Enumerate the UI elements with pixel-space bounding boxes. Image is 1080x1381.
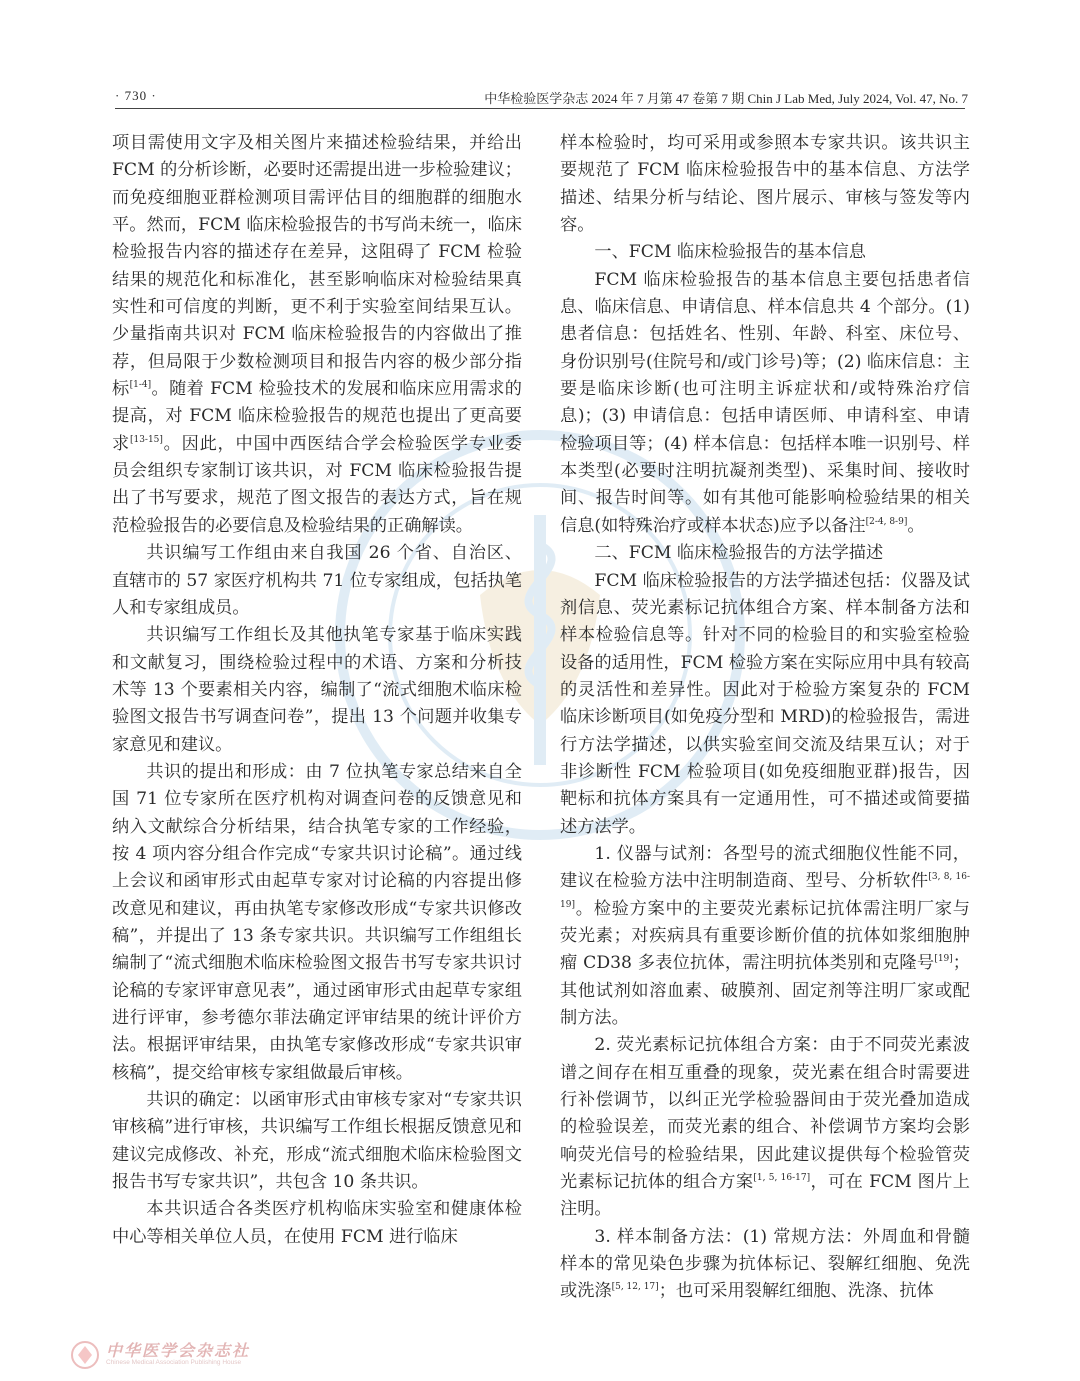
body-paragraph [112,622,522,759]
body-paragraph [560,1032,970,1223]
right-column [560,130,970,1306]
citation-reference: [5, 12, 17] [611,1282,659,1293]
paragraph-text: ，可在 FCM 图片上注明。 [560,1172,970,1220]
citation-reference: [3, 8, 16-19] [560,872,970,910]
citation-reference: [2-4, 8-9] [865,516,908,527]
publisher-logo [70,1338,330,1374]
body-paragraph [560,568,970,841]
citation-reference: [1, 5, 16-17] [753,1173,811,1184]
citation-reference: [19] [934,954,953,965]
paragraph-text: 共识编写工作组长及其他执笔专家基于临床实践和文献复习，围绕检验过程中的术语、方案和分析技术等 13 个要素相关内容，编制了“流式细胞术临床检验图文报告书写调查问卷”，提出 13 个问题并收集专家意见和建议。 [112,625,522,755]
section-heading [560,540,970,567]
paragraph-text: 一、FCM 临床检验报告的基本信息 [594,242,866,263]
paragraph-text: 共识编写工作组由来自我国 26 个省、自治区、直辖市的 57 家医疗机构共 71 位专家组成，包括执笔人和专家组成员。 [112,543,522,618]
left-column [112,130,522,1251]
paragraph-text: 1. 仪器与试剂：各型号的流式细胞仪性能不同，建议在检验方法中注明制造商、型号、分析软件 [560,843,970,892]
body-paragraph [112,130,522,540]
body-paragraph [560,267,970,540]
paragraph-text: ；也可采用裂解红细胞、洗涤、抗体 [658,1281,934,1302]
body-paragraph [112,759,522,1087]
section-heading [560,239,970,266]
paragraph-text: 共识的提出和形成：由 7 位执笔专家总结来自全国 71 位专家所在医疗机构对调查问卷的反馈意见和纳入文献综合分析结果，结合执笔专家的工作经验，按 4 项内容分组合作完成“专家共识讨论稿”。通过线上会议和函审形式由起草专家对讨论稿的内容提出修改意见和建议，再由执笔专家修改形成“专家共识修改稿”，并提出了 13 条专家共识。共识编写工作组组长编制了“流式细胞术临床检验图文报告书写专家共识讨论稿的专家评审意见表”，通过函审形式由起草专家组进行评审，参考德尔菲法确定评审结果的统计评价方法。根据评审结果，由执笔专家修改形成“专家共识审核稿”，提交给审核专家组做最后审核。 [112,761,522,1083]
publisher-name: 中华医学会杂志社 [106,1341,251,1360]
header-rule [115,108,965,109]
paragraph-text: 二、FCM 临床检验报告的方法学描述 [594,543,884,564]
paragraph-text: FCM 临床检验报告的方法学描述包括：仪器及试剂信息、荧光素标记抗体组合方案、样本制备方法和样本检验信息等。针对不同的检验目的和实验室检验设备的适用性，FCM 检验方案在实际应用中具有较高的灵活性和差异性。因此对于检验方案复杂的 FCM 临床诊断项目(如免疫分型和 MRD)的检验报告，需进行方法学描述，以供实验室间交流及结果互认；对于非诊断性 FCM 检验项目(如免疫细胞亚群)报告，因靶标和抗体方案具有一定通用性，可不描述或简要描述方法学。 [560,570,970,837]
paragraph-text: 。因此，中国中西医结合学会检验医学专业委员会组织专家制订该共识，对 FCM 临床检验报告提出了书写要求，规范了图文报告的表达方式，旨在规范检验报告的必要信息及检验结果的正确解读。 [112,433,522,536]
paragraph-text: 2. 荧光素标记抗体组合方案：由于不同荧光素波谱之间存在相互重叠的现象，荧光素在组合时需要进行补偿调节，以纠正光学检验器间由于荧光叠加造成的检验误差，而荧光素的组合、补偿调节方案均会影响荧光信号的检验结果，因此建议提供每个检验管荧光素标记抗体的组合方案 [560,1035,970,1193]
citation-reference: [1-4] [129,380,152,391]
paragraph-text: 本共识适合各类医疗机构临床实验室和健康体检中心等相关单位人员，在使用 FCM 进行临床 [112,1199,522,1247]
citation-reference: [13-15] [129,434,163,445]
body-paragraph [112,540,522,622]
paragraph-text: FCM 临床检验报告的基本信息主要包括患者信息、临床信息、申请信息、样本信息共 4 个部分。(1) 患者信息：包括姓名、性别、年龄、科室、床位号、身份识别号(住院号和/或门诊号)等；(2) 临床信息：主要是临床诊断(也可注明主诉症状和/或特殊治疗信息)；(3) 申请信息：包括申请医师、申请科室、申请检验项目等；(4) 样本信息：包括样本唯一识别号、样本类型(必要时注明抗凝剂类型)、采集时间、接收时间、报告时间等。如有其他可能影响检验结果的相关信息(如特殊治疗或样本状态)应予以备注 [560,269,970,536]
body-paragraph [112,1196,522,1251]
page-number: · 730 · [115,88,157,103]
publisher-seal-icon [70,1340,100,1370]
body-paragraph [560,841,970,1032]
paragraph-text: 。检验方案中的主要荧光素标记抗体需注明厂家与荧光素；对疾病具有重要诊断价值的抗体如浆细胞肿瘤 CD38 多表位抗体，需注明抗体类别和克隆号 [560,898,970,974]
paragraph-text: ；其他试剂如溶血素、破膜剂、固定剂等注明厂家或配制方法。 [560,953,970,1028]
paragraph-text: 3. 样本制备方法：(1) 常规方法：外周血和骨髓样本的常见染色步骤为抗体标记、裂解红细胞、免洗或洗涤 [560,1226,970,1302]
publisher-name-en: Chinese Medical Association Publishing House [106,1359,242,1366]
body-paragraph [112,1087,522,1196]
paragraph-text: 共识的确定：以函审形式由审核专家对“专家共识审核稿”进行审核，共识编写工作组长根据反馈意见和建议完成修改、补充，形成“流式细胞术临床检验图文报告书写专家共识”，共包含 10 条共识。 [112,1090,522,1193]
journal-header: 中华检验医学杂志 2024 年 7 月第 47 卷第 7 期 Chin J Lab Med, July 2024, Vol. 47, No. 7 [484,91,968,106]
paragraph-text: 。随着 FCM 检验技术的发展和临床应用需求的提高，对 FCM 临床检验报告的规范也提出了更高要求 [112,379,522,454]
paragraph-text: 样本检验时，均可采用或参照本专家共识。该共识主要规范了 FCM 临床检验报告中的基本信息、方法学描述、结果分析与结论、图片展示、审核与签发等内容。 [560,133,970,236]
body-paragraph [560,1224,970,1306]
paragraph-text: 。 [907,515,925,536]
paragraph-text: 项目需使用文字及相关图片来描述检验结果，并给出 FCM 的分析诊断，必要时还需提出进一步检验建议；而免疫细胞亚群检测项目需评估目的细胞群的细胞水平。然而，FCM 临床检验报告的书写尚未统一，临床检验报告内容的描述存在差异，这阻碍了 FCM 检验结果的规范化和标准化，甚至影响临床对检验结果真实性和可信度的判断，更不利于实验室间结果互认。少量指南共识对 FCM 临床检验报告的内容做出了推荐，但局限于少数检测项目和报告内容的极少部分指标 [112,133,522,400]
body-paragraph [560,130,970,239]
